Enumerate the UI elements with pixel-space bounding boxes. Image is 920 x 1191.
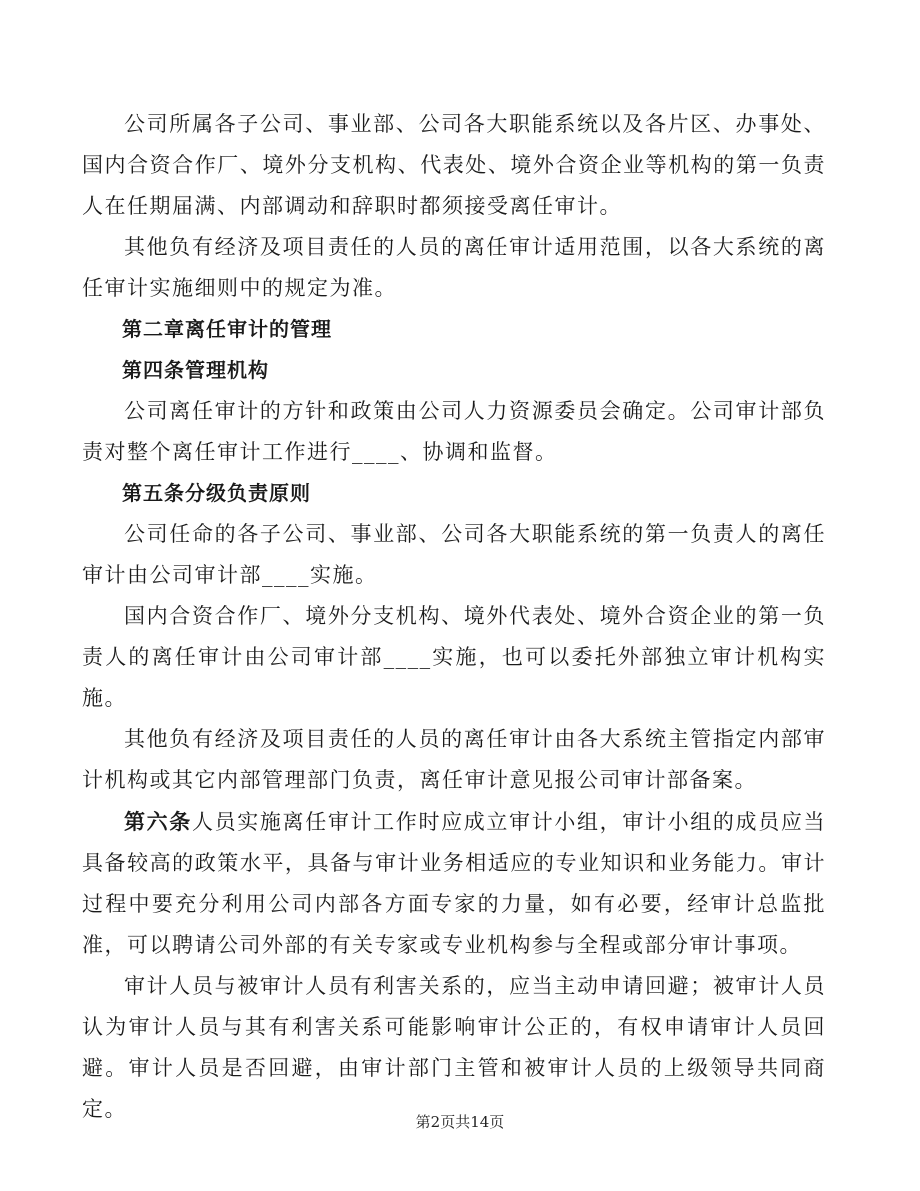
page-footer: 第2页共14页 [415,1113,505,1131]
paragraph-other-scope: 其他负有经济及项目责任的人员的离任审计适用范围，以各大系统的离任审计实施细则中的规定为准。 [82,235,826,300]
article5-para3: 其他负有经济及项目责任的人员的离任审计由各大系统主管指定内部审计机构或其它内部管理部门负责，离任审计意见报公司审计部备案。 [82,727,826,792]
article4-text: 公司离任审计的方针和政策由公司人力资源委员会确定。公司审计部负责对整个离任审计工作进行____、协调和监督。 [82,399,826,464]
article5-para1: 公司任命的各子公司、事业部、公司各大职能系统的第一负责人的离任审计由公司审计部____实施。 [82,522,826,587]
article4-title: 第四条管理机构 [122,358,269,382]
article6-paragraph [82,801,826,966]
article6-label: 第六条 [124,809,192,834]
article6-text: 人员实施离任审计工作时应成立审计小组，审计小组的成员应当具备较高的政策水平，具备与审计业务相适应的专业知识和业务能力。审计过程中要充分利用公司内部各方面专家的力量，如有必要，经审计总监批准，可以聘请公司外部的有关专家或专业机构参与全程或部分审计事项。 [82,810,827,957]
article5-title: 第五条分级负责原则 [122,481,311,505]
article5-para2: 国内合资合作厂、境外分支机构、境外代表处、境外合资企业的第一负责人的离任审计由公司审计部____实施，也可以委托外部独立审计机构实施。 [82,604,826,710]
document-body [82,104,826,1130]
article6-para2: 审计人员与被审计人员有利害关系的，应当主动申请回避；被审计人员认为审计人员与其有利害关系可能影响审计公正的，有权申请审计人员回避。审计人员是否回避，由审计部门主管和被审计人员的上级领导共同商定。 [82,974,826,1121]
paragraph-scope: 公司所属各子公司、事业部、公司各大职能系统以及各片区、办事处、国内合资合作厂、境外分支机构、代表处、境外合资企业等机构的第一负责人在任期届满、内部调动和辞职时都须接受离任审计。 [82,112,826,218]
chapter-title: 第二章离任审计的管理 [122,317,332,341]
